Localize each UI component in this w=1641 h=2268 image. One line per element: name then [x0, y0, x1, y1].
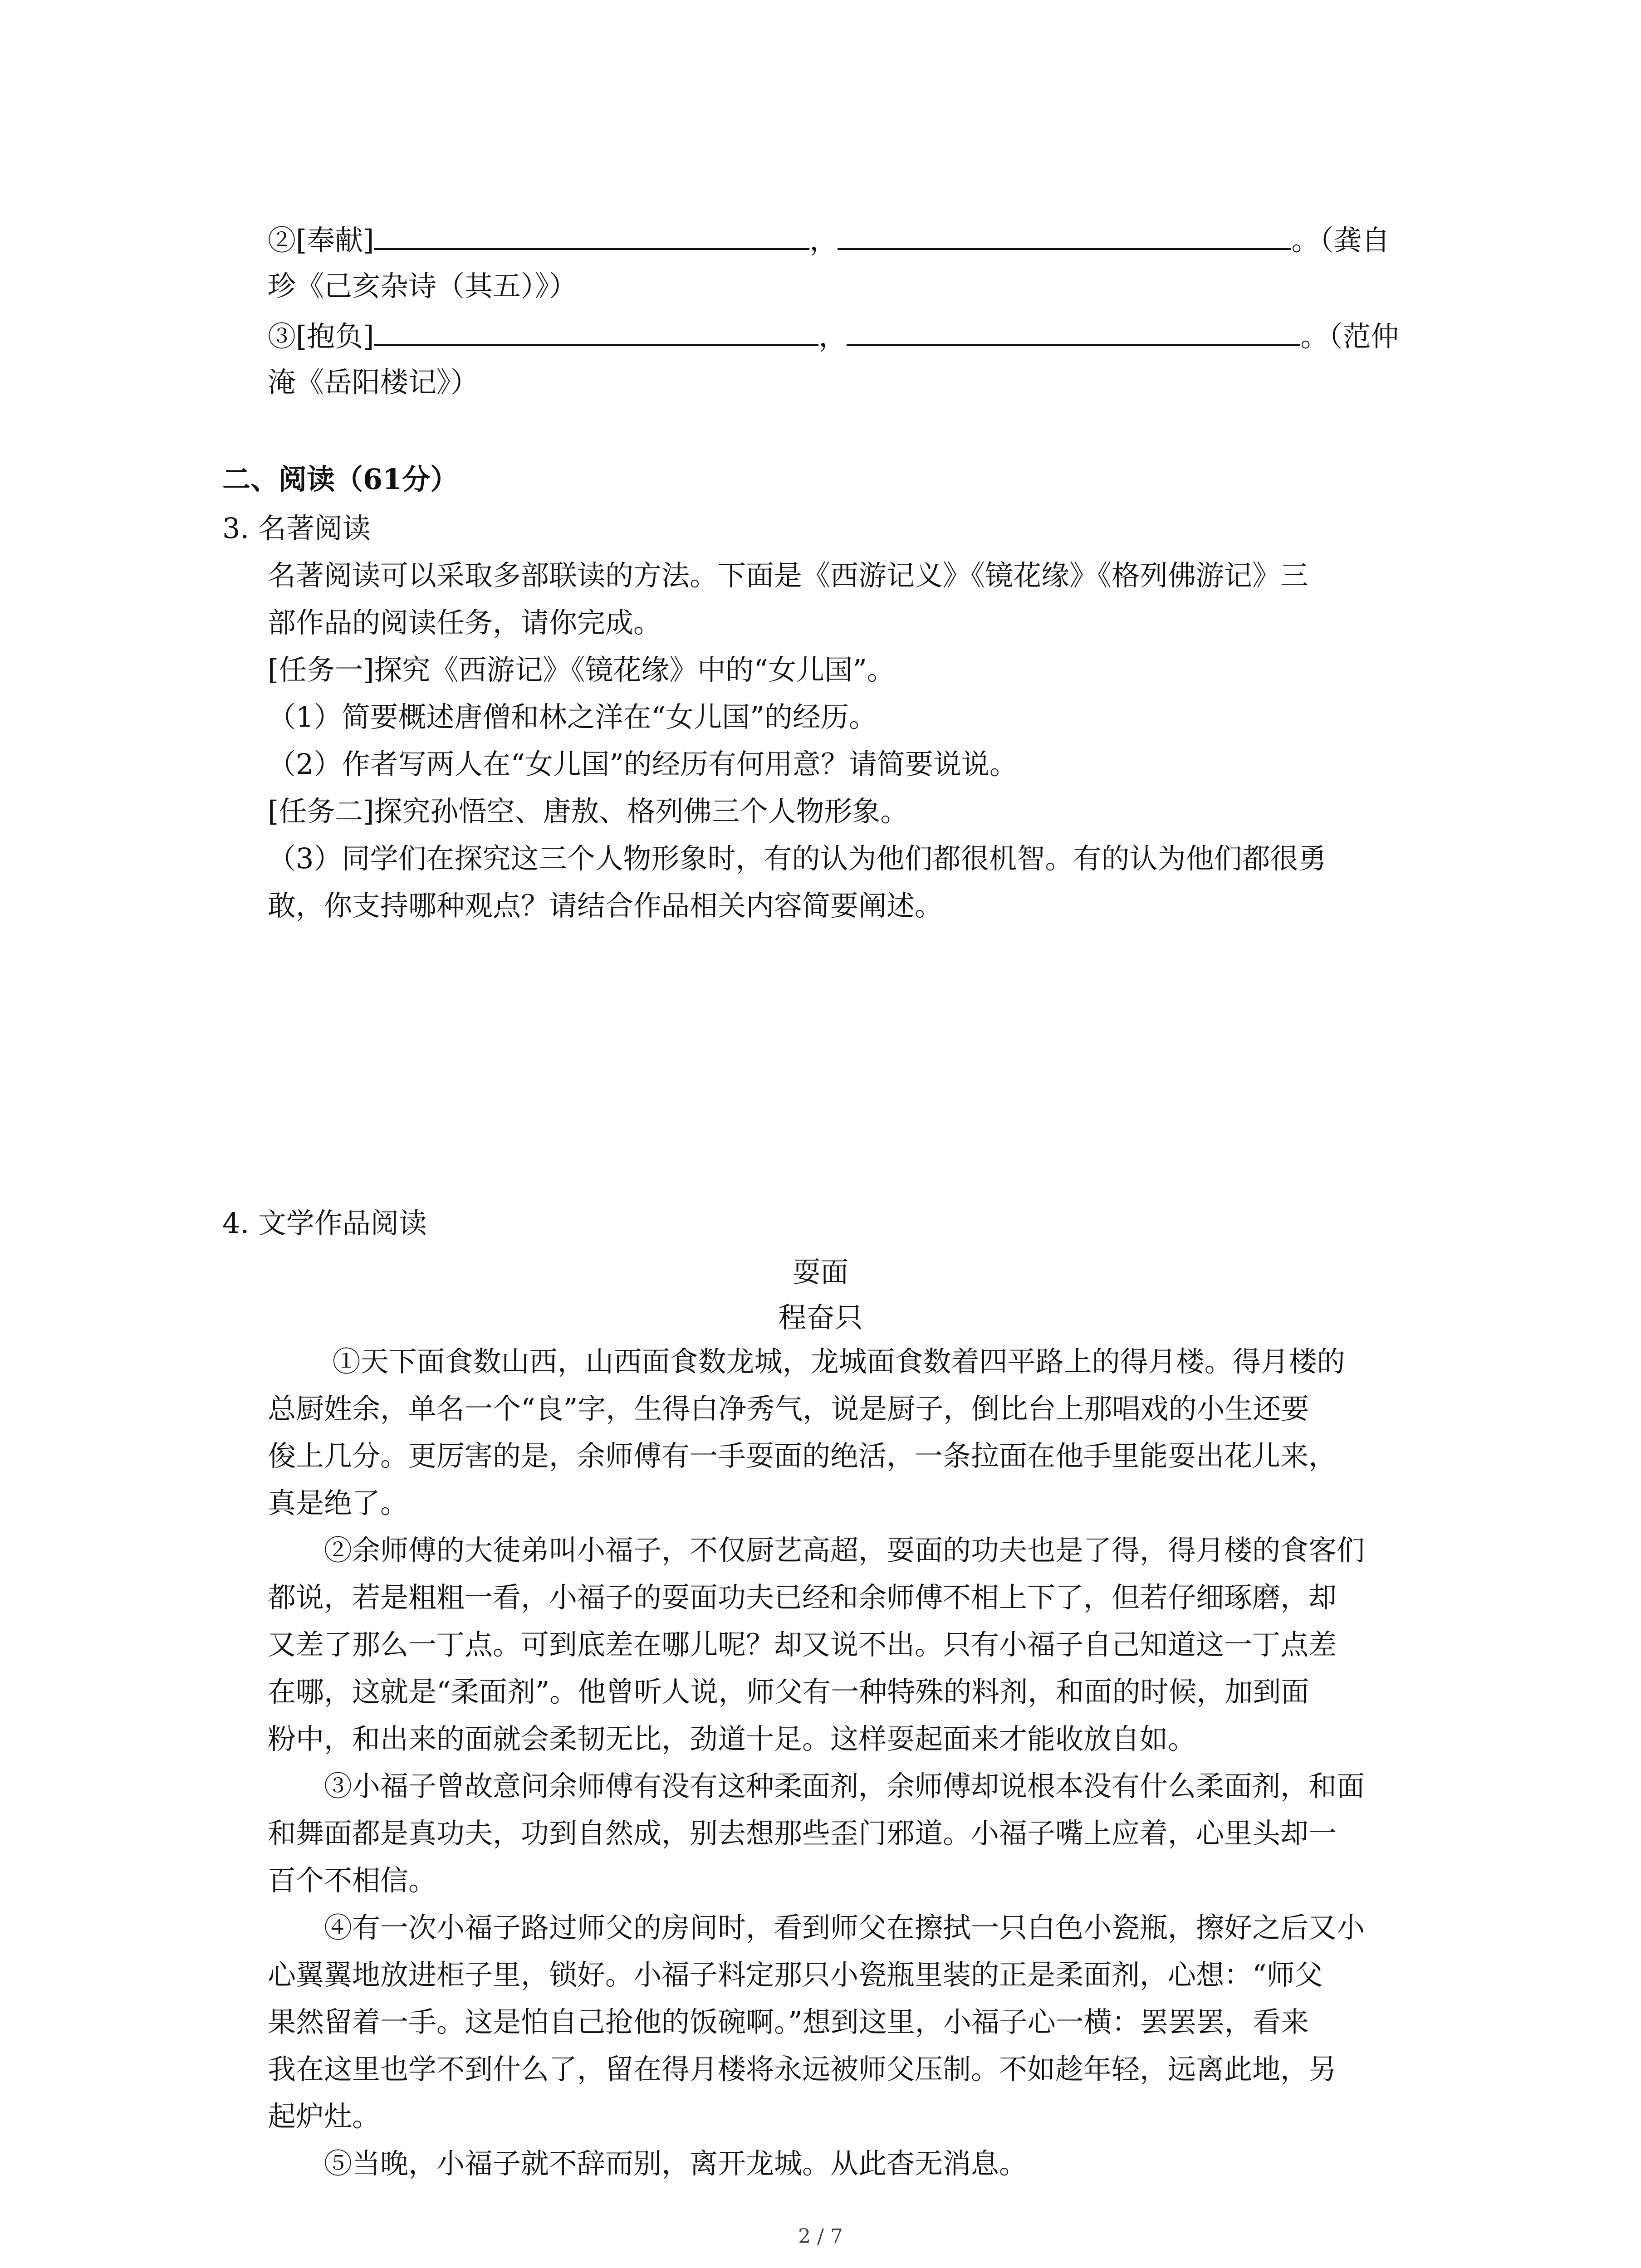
fill-item-separator: ， [818, 320, 847, 353]
article-line: 我在这里也学不到什么了，留在得月楼将永远被师父压制。不如趁年轻，远离此地，另 [268, 2053, 1337, 2086]
q3-line: 敢，你支持哪种观点？请结合作品相关内容简要阐述。 [268, 889, 943, 922]
article-line: 总厨姓余，单名一个“良”字，生得白净秀气，说是厨子，倒比台上那唱戏的小生还要 [268, 1392, 1309, 1425]
q4-title: 4. 文学作品阅读 [222, 1207, 427, 1240]
article-line: 在哪，这就是“柔面剂”。他曾听人说，师父有一种特殊的料剂，和面的时候，加到面 [268, 1675, 1309, 1708]
answer-blank[interactable] [847, 312, 1300, 346]
article-line: ④有一次小福子路过师父的房间时，看到师父在擦拭一只白色小瓷瓶，擦好之后又小 [324, 1911, 1365, 1944]
q3-line: [任务二]探究孙悟空、唐敖、格列佛三个人物形象。 [268, 795, 909, 828]
q3-line: [任务一]探究《西游记》《镜花缘》中的“女儿国”。 [268, 653, 895, 686]
article-line: ⑤当晚，小福子就不辞而别，离开龙城。从此杳无消息。 [324, 2147, 1028, 2180]
article-line: 果然留着一手。这是怕自己抢他的饭碗啊。”想到这里，小福子心一横：罢罢罢，看来 [268, 2005, 1309, 2038]
answer-blank[interactable] [374, 312, 818, 346]
article-author: 程奋只 [778, 1301, 863, 1334]
q3-title: 3. 名著阅读 [222, 512, 371, 545]
fill-item-source-cont: 淹《岳阳楼记》） [268, 366, 479, 399]
fill-item-source-cont: 珍《己亥杂诗（其五）》） [268, 269, 578, 303]
fill-item-label: ③[抱负] [268, 320, 374, 353]
q3-body [268, 552, 1429, 929]
page-number: 2 / 7 [798, 2225, 843, 2248]
fill-item-label: ②[奉献] [268, 224, 374, 257]
fill-item-source-start: 。（范仲 [1300, 320, 1399, 353]
q3-line: （3）同学们在探究这三个人物形象时，有的认为他们都很机智。有的认为他们都很勇 [268, 842, 1327, 875]
article-line: 都说，若是粗粗一看，小福子的耍面功夫已经和余师傅不相上下了，但若仔细琢磨，却 [268, 1581, 1337, 1614]
answer-blank[interactable] [374, 215, 809, 250]
section-heading: 二、阅读（61分） [222, 463, 459, 496]
article-line: 百个不相信。 [268, 1864, 437, 1897]
article-line: 俊上几分。更厉害的是，余师傅有一手耍面的绝活，一条拉面在他手里能耍出花儿来， [268, 1439, 1337, 1472]
article-line: 又差了那么一丁点。可到底差在哪儿呢？却又说不出。只有小福子自己知道这一丁点差 [268, 1628, 1337, 1661]
article-line: ②余师傅的大徒弟叫小福子，不仅厨艺高超，耍面的功夫也是了得，得月楼的食客们 [324, 1534, 1365, 1567]
article-line: 心翼翼地放进柜子里，锁好。小福子料定那只小瓷瓶里装的正是柔面剂，心想：“师父 [268, 1958, 1323, 1991]
answer-blank[interactable] [838, 215, 1291, 250]
article-line: 真是绝了。 [268, 1486, 409, 1520]
q3-line: 名著阅读可以采取多部联读的方法。下面是《西游记义》《镜花缘》《格列佛游记》三 [268, 559, 1309, 592]
fill-item-2 [268, 215, 1429, 310]
article-title: 耍面 [792, 1256, 849, 1289]
article-line: ①天下面食数山西，山西面食数龙城，龙城面食数着四平路上的得月楼。得月楼的 [332, 1345, 1345, 1378]
q3-line: 部作品的阅读任务，请你完成。 [268, 606, 662, 639]
fill-item-separator: ， [809, 224, 838, 257]
article-line: 起炉灶。 [268, 2100, 381, 2133]
article-body [268, 1338, 1429, 2187]
q3-line: （1）简要概述唐僧和林之洋在“女儿国”的经历。 [268, 700, 877, 733]
article-line: ③小福子曾故意问余师傅有没有这种柔面剂，余师傅却说根本没有什么柔面剂，和面 [324, 1769, 1365, 1803]
fill-item-source-start: 。（龚自 [1291, 224, 1390, 257]
q3-line: （2）作者写两人在“女儿国”的经历有何用意？请简要说说。 [268, 748, 1018, 781]
article-line: 粉中，和出来的面就会柔韧无比，劲道十足。这样耍起面来才能收放自如。 [268, 1722, 1196, 1755]
article-line: 和舞面都是真功夫，功到自然成，别去想那些歪门邪道。小福子嘴上应着，心里头却一 [268, 1817, 1337, 1850]
fill-item-3 [268, 312, 1429, 406]
